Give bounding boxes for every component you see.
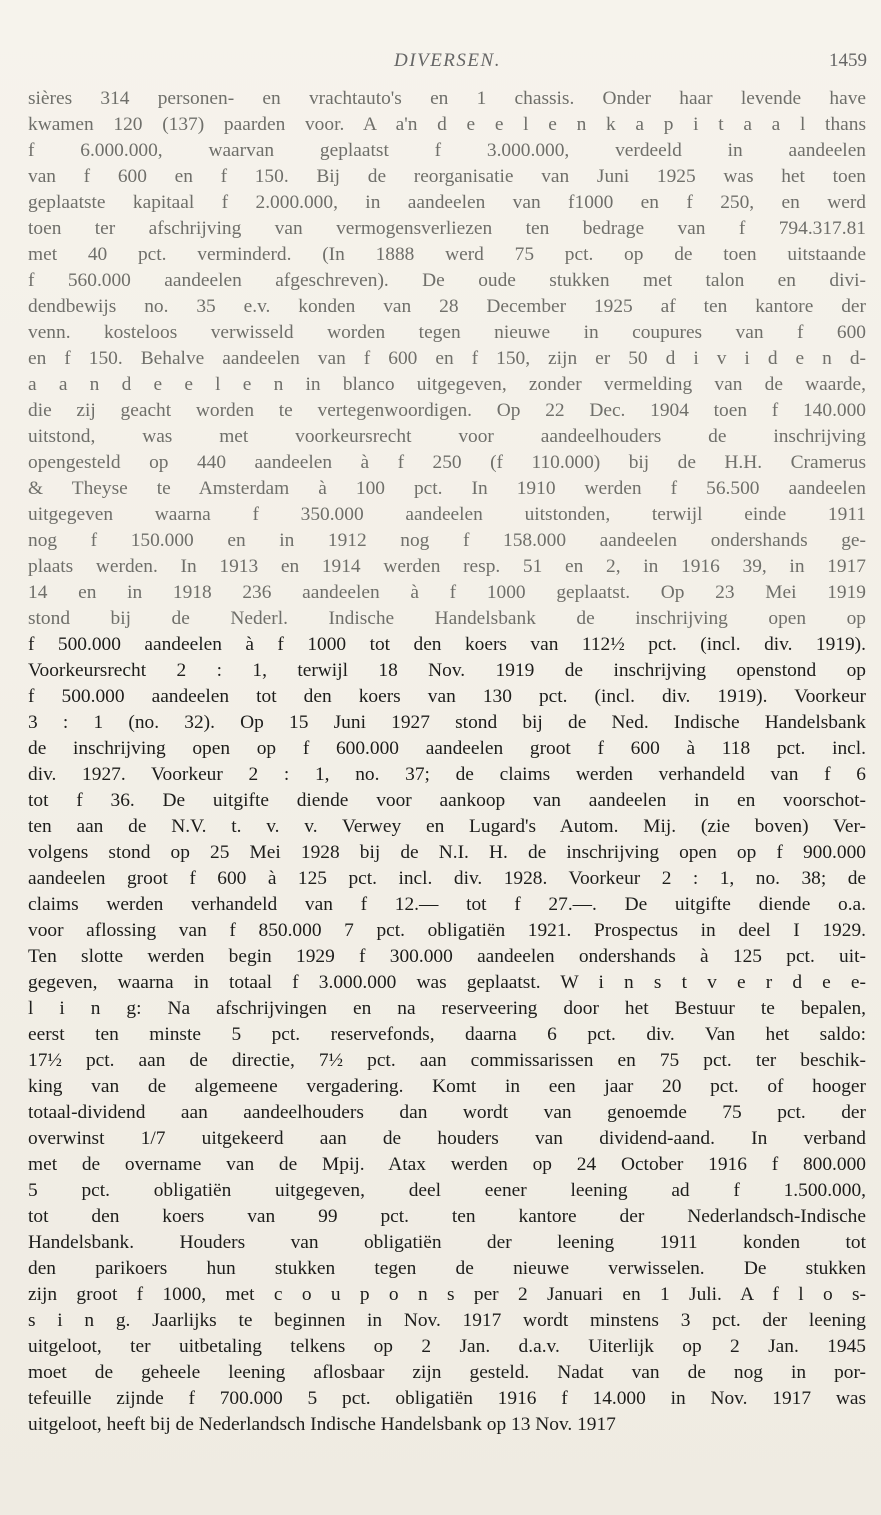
text-line: zijn groot f 1000, met c o u p o n s per 2 Januari en 1 Juli. A f l o s- — [28, 1284, 866, 1305]
text-line: Voorkeursrecht 2 : 1, terwijl 18 Nov. 1919 de inschrijving openstond op — [28, 660, 866, 681]
text-line: tot f 36. De uitgifte diende voor aankoop van aandeelen in en voorschot- — [28, 790, 866, 811]
text-line: aandeelen groot f 600 à 125 pct. incl. div. 1928. Voorkeur 2 : 1, no. 38; de — [28, 868, 866, 889]
text-line: dendbewijs no. 35 e.v. konden van 28 December 1925 af ten kantore der — [28, 296, 866, 317]
text-line: moet de geheele leening aflosbaar zijn gesteld. Nadat van de nog in por- — [28, 1362, 866, 1383]
text-line: Handelsbank. Houders van obligatiën der leening 1911 konden tot — [28, 1232, 866, 1253]
text-line: den parikoers hun stukken tegen de nieuwe verwisselen. De stukken — [28, 1258, 866, 1279]
text-line: kwamen 120 (137) paarden voor. A a'n d e e l e n k a p i t a a l thans — [28, 114, 866, 135]
text-line: eerst ten minste 5 pct. reservefonds, daarna 6 pct. div. Van het saldo: — [28, 1024, 866, 1045]
text-line: 5 pct. obligatiën uitgegeven, deel eener leening ad f 1.500.000, — [28, 1180, 866, 1201]
text-line: voor aflossing van f 850.000 7 pct. obligatiën 1921. Prospectus in deel I 1929. — [28, 920, 866, 941]
text-line: geplaatste kapitaal f 2.000.000, in aandeelen van f1000 en f 250, en werd — [28, 192, 866, 213]
text-line: de inschrijving open op f 600.000 aandeelen groot f 600 à 118 pct. incl. — [28, 738, 866, 759]
text-line: ten aan de N.V. t. v. v. Verwey en Lugard's Autom. Mij. (zie boven) Ver- — [28, 816, 866, 837]
text-line: 3 : 1 (no. 32). Op 15 Juni 1927 stond bij de Ned. Indische Handelsbank — [28, 712, 866, 733]
text-line: tefeuille zijnde f 700.000 5 pct. obligatiën 1916 f 14.000 in Nov. 1917 was — [28, 1388, 866, 1409]
text-line: venn. kosteloos verwisseld worden tegen nieuwe in coupures van f 600 — [28, 322, 866, 343]
text-line: king van de algemeene vergadering. Komt in een jaar 20 pct. of hooger — [28, 1076, 866, 1097]
text-line: met de overname van de Mpij. Atax werden op 24 October 1916 f 800.000 — [28, 1154, 866, 1175]
text-line: en f 150. Behalve aandeelen van f 600 en f 150, zijn er 50 d i v i d e n d- — [28, 348, 866, 369]
text-line: s i n g. Jaarlijks te beginnen in Nov. 1917 wordt minstens 3 pct. der leening — [28, 1310, 866, 1331]
text-line: f 560.000 aandeelen afgeschreven). De oude stukken met talon en divi- — [28, 270, 866, 291]
text-line: uitgegeven waarna f 350.000 aandeelen uitstonden, terwijl einde 1911 — [28, 504, 866, 525]
text-line: stond bij de Nederl. Indische Handelsbank de inschrijving open op — [28, 608, 866, 629]
text-line: totaal-dividend aan aandeelhouders dan wordt van genoemde 75 pct. der — [28, 1102, 866, 1123]
text-line: plaats werden. In 1913 en 1914 werden resp. 51 en 2, in 1916 39, in 1917 — [28, 556, 866, 577]
text-line: div. 1927. Voorkeur 2 : 1, no. 37; de claims werden verhandeld van f 6 — [28, 764, 866, 785]
text-line: die zij geacht worden te vertegenwoordigen. Op 22 Dec. 1904 toen f 140.000 — [28, 400, 866, 421]
text-line: tot den koers van 99 pct. ten kantore der Nederlandsch-Indische — [28, 1206, 866, 1227]
text-line: nog f 150.000 en in 1912 nog f 158.000 aandeelen ondershands ge- — [28, 530, 866, 551]
text-line: opengesteld op 440 aandeelen à f 250 (f 110.000) bij de H.H. Cramerus — [28, 452, 866, 473]
running-header — [28, 50, 867, 78]
text-line: toen ter afschrijving van vermogensverliezen ten bedrage van f 794.317.81 — [28, 218, 866, 239]
text-line: van f 600 en f 150. Bij de reorganisatie van Juni 1925 was het toen — [28, 166, 866, 187]
text-line: 17½ pct. aan de directie, 7½ pct. aan commissarissen en 75 pct. ter beschik- — [28, 1050, 866, 1071]
text-line: f 500.000 aandeelen tot den koers van 130 pct. (incl. div. 1919). Voorkeur — [28, 686, 866, 707]
text-line: claims werden verhandeld van f 12.— tot f 27.—. De uitgifte diende o.a. — [28, 894, 866, 915]
text-line: gegeven, waarna in totaal f 3.000.000 was geplaatst. W i n s t v e r d e e- — [28, 972, 866, 993]
text-line: f 500.000 aandeelen à f 1000 tot den koers van 112½ pct. (incl. div. 1919). — [28, 634, 866, 655]
section-title: DIVERSEN. — [394, 50, 501, 71]
text-line: Ten slotte werden begin 1929 f 300.000 aandeelen ondershands à 125 pct. uit- — [28, 946, 866, 967]
text-line: 14 en in 1918 236 aandeelen à f 1000 geplaatst. Op 23 Mei 1919 — [28, 582, 866, 603]
text-line: sières 314 personen- en vrachtauto's en 1 chassis. Onder haar levende have — [28, 88, 866, 109]
page-number: 1459 — [829, 50, 867, 71]
body-text — [28, 86, 866, 1438]
text-line: volgens stond op 25 Mei 1928 bij de N.I. H. de inschrijving open op f 900.000 — [28, 842, 866, 863]
text-line: uitgeloot, ter uitbetaling telkens op 2 Jan. d.a.v. Uiterlijk op 2 Jan. 1945 — [28, 1336, 866, 1357]
text-line: l i n g: Na afschrijvingen en na reserveering door het Bestuur te bepalen, — [28, 998, 866, 1019]
text-line: a a n d e e l e n in blanco uitgegeven, zonder vermelding van de waarde, — [28, 374, 866, 395]
text-line: met 40 pct. verminderd. (In 1888 werd 75 pct. op de toen uitstaande — [28, 244, 866, 265]
text-line: & Theyse te Amsterdam à 100 pct. In 1910 werden f 56.500 aandeelen — [28, 478, 866, 499]
text-line: overwinst 1/7 uitgekeerd aan de houders van dividend-aand. In verband — [28, 1128, 866, 1149]
text-line: uitstond, was met voorkeursrecht voor aandeelhouders de inschrijving — [28, 426, 866, 447]
text-line: uitgeloot, heeft bij de Nederlandsch Indische Handelsbank op 13 Nov. 1917 — [28, 1414, 616, 1435]
text-line: f 6.000.000, waarvan geplaatst f 3.000.000, verdeeld in aandeelen — [28, 140, 866, 161]
